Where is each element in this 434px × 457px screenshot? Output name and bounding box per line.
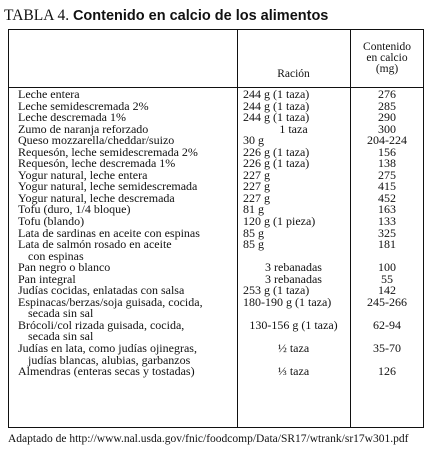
food-name: Queso mozzarella/cheddar/suizo: [18, 133, 175, 148]
food-name: Espinacas/berzas/soja guisada, cocida,: [18, 294, 203, 309]
header-calcium-line: (mg): [375, 63, 399, 75]
calcium-cell: 100: [378, 260, 396, 275]
food-name: secada sin sal: [28, 329, 94, 344]
food-name: Judías en lata, como judías ojinegras,: [18, 341, 197, 356]
header-calcium-line: en calcio: [366, 52, 408, 64]
portion-cell: 81 g: [243, 202, 264, 217]
food-cell: [18, 366, 195, 378]
portion-cell: 3 rebanadas: [265, 271, 322, 286]
calcium-cell: 204-224: [367, 133, 407, 148]
portion-cell: 227 g: [243, 190, 270, 205]
calcium-cell: 35-70: [373, 341, 401, 356]
table-title-text: Contenido en calcio de los alimentos: [72, 8, 329, 24]
portion-cell: 226 g (1 taza): [243, 144, 310, 159]
food-name: Leche semidescremada 2%: [18, 98, 149, 113]
table-body: [9, 89, 423, 378]
calcium-cell: 300: [378, 121, 396, 136]
calcium-cell: 452: [378, 190, 396, 205]
food-name: Requesón, leche semidescremada 2%: [18, 144, 198, 159]
calcium-cell: 138: [378, 156, 396, 171]
food-cell: [18, 239, 172, 262]
portion-cell: ½ taza: [277, 341, 310, 356]
source-footnote: Adaptado de http://www.nal.usda.gov/fnic/foodcomp/Data/SR17/wtrank/sr17w301.pdf: [8, 433, 409, 445]
calcium-cell: 126: [378, 364, 396, 379]
food-name: Brócoli/col rizada guisada, cocida,: [18, 317, 185, 332]
calcium-cell: 290: [378, 110, 396, 125]
food-name: Almendras (enteras secas y tostadas): [18, 364, 195, 379]
header-calcium: [350, 42, 424, 75]
table-row: [9, 294, 423, 321]
portion-cell: 226 g (1 taza): [243, 156, 310, 171]
portion-cell: ⅓ taza: [277, 364, 310, 379]
calcium-cell: 245-266: [367, 294, 407, 309]
portion-cell: 85 g: [243, 237, 264, 252]
food-name: judías blancas, alubias, garbanzos: [28, 352, 191, 367]
calcium-cell: 156: [378, 144, 396, 159]
table-row: [9, 343, 423, 366]
portion-cell: 244 g (1 taza): [243, 87, 310, 101]
food-name: Lata de salmón rosado en aceite: [18, 237, 172, 252]
calcium-cell: 163: [378, 202, 396, 217]
food-name: Lata de sardinas en aceite con espinas: [18, 225, 200, 240]
calcium-cell: 142: [378, 283, 396, 298]
portion-cell: 227 g: [243, 167, 270, 182]
table-row: [9, 366, 423, 378]
table-number: TABLA 4.: [4, 7, 70, 24]
food-name: Pan integral: [18, 271, 76, 286]
calcium-cell: 275: [378, 167, 396, 182]
food-cell: [18, 343, 197, 366]
food-name: secada sin sal: [28, 306, 94, 321]
portion-cell: 227 g: [243, 179, 270, 194]
food-name: con espinas: [28, 248, 84, 263]
food-name: Leche entera: [18, 87, 80, 101]
food-name: Zumo de naranja reforzado: [18, 121, 149, 136]
portion-cell: 130-156 g (1 taza): [249, 317, 338, 332]
calcium-cell: 325: [378, 225, 396, 240]
table-row: [9, 239, 423, 262]
food-name: Yogur natural, leche semidescremada: [18, 179, 198, 194]
food-name: Yogur natural, leche entera: [18, 167, 148, 182]
header-portion: Ración: [277, 68, 310, 80]
food-cell: [18, 317, 185, 344]
portion-cell: 3 rebanadas: [265, 260, 322, 275]
portion-cell: 244 g (1 taza): [243, 98, 310, 113]
food-name: Leche descremada 1%: [18, 110, 126, 125]
calcium-cell: 62-94: [373, 317, 401, 332]
portion-cell: 253 g (1 taza): [243, 283, 310, 298]
portion-cell: 1 taza: [279, 121, 308, 136]
calcium-table: [8, 29, 424, 428]
food-name: Requesón, leche descremada 1%: [18, 156, 176, 171]
header-calcium-line: Contenido: [363, 41, 411, 53]
calcium-cell: 415: [378, 179, 396, 194]
portion-cell: 244 g (1 taza): [243, 110, 310, 125]
table-row: [9, 317, 423, 344]
portion-cell: 180-190 g (1 taza): [243, 294, 332, 309]
food-name: Tofu (duro, 1/4 bloque): [18, 202, 131, 217]
table-title: [4, 7, 328, 25]
food-cell: [18, 294, 203, 321]
calcium-cell: 276: [378, 87, 396, 101]
food-name: Yogur natural, leche descremada: [18, 190, 175, 205]
calcium-cell: 285: [378, 98, 396, 113]
calcium-cell: 181: [378, 237, 396, 252]
portion-cell: 85 g: [243, 225, 264, 240]
food-name: Pan negro o blanco: [18, 260, 111, 275]
portion-cell: 30 g: [243, 133, 264, 148]
calcium-cell: 133: [378, 214, 396, 229]
calcium-cell: 55: [381, 271, 393, 286]
food-name: Tofu (blando): [18, 214, 85, 229]
portion-cell: 120 g (1 pieza): [243, 214, 316, 229]
food-name: Judías cocidas, enlatadas con salsa: [18, 283, 185, 298]
